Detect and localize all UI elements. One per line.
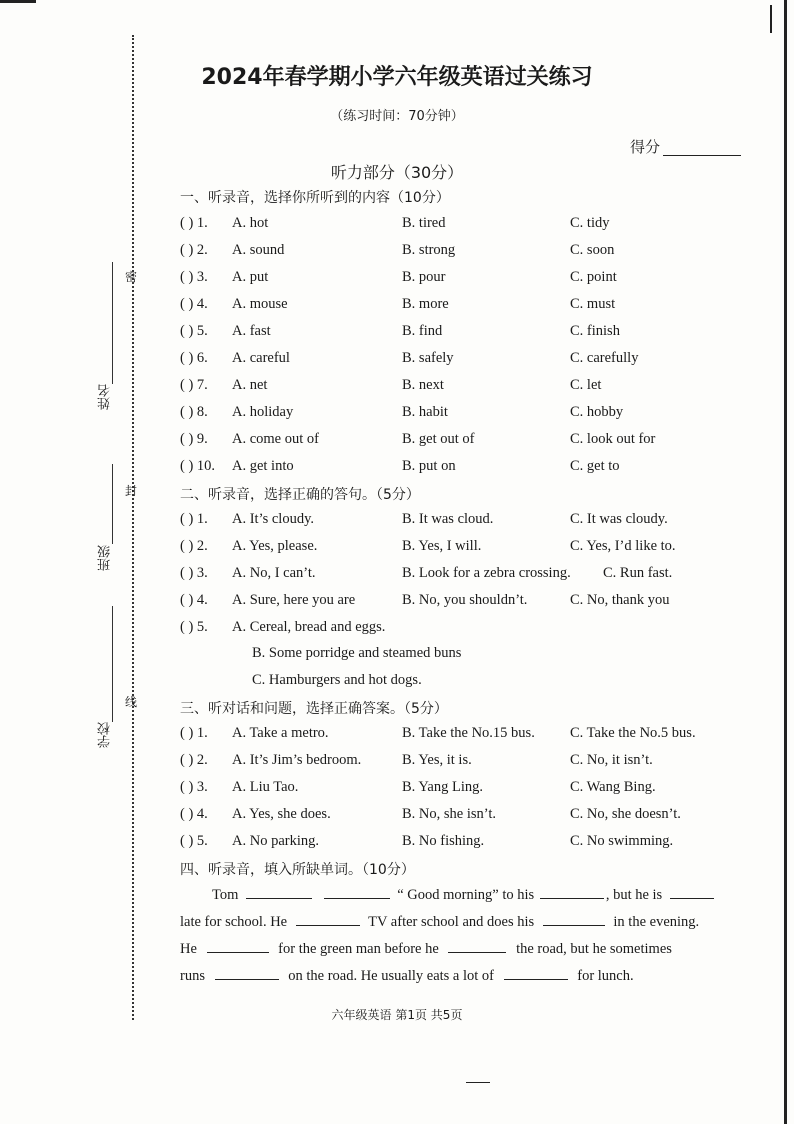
- option-a: A. Liu Tao.: [232, 779, 299, 795]
- option-b: B. pour: [402, 269, 446, 285]
- option-a: A. hot: [232, 215, 269, 231]
- option-c: C. No swimming.: [570, 833, 674, 849]
- option-b: B. Some porridge and steamed buns: [252, 645, 462, 661]
- answer-bracket[interactable]: ( ) 3.: [180, 565, 208, 581]
- option-a: A. mouse: [232, 296, 288, 312]
- option-c: C. Yes, I’d like to.: [570, 538, 676, 554]
- question-row: [180, 806, 740, 826]
- answer-bracket[interactable]: ( ) 8.: [180, 404, 208, 420]
- cloze-text: for lunch.: [577, 968, 634, 984]
- option-a: A. It’s cloudy.: [232, 511, 315, 527]
- name-blank-line[interactable]: [112, 262, 113, 384]
- answer-bracket[interactable]: ( ) 2.: [180, 538, 208, 554]
- option-c: C. soon: [570, 242, 615, 258]
- cloze-blank-8[interactable]: [448, 940, 506, 953]
- cloze-text: Tom: [212, 887, 239, 903]
- school-label: 学校: [98, 722, 113, 748]
- option-c: C. hobby: [570, 404, 624, 420]
- answer-bracket[interactable]: ( ) 1.: [180, 215, 208, 231]
- answer-bracket[interactable]: ( ) 2.: [180, 752, 208, 768]
- cloze-text: late for school. He: [180, 914, 288, 930]
- answer-bracket[interactable]: ( ) 10.: [180, 458, 216, 474]
- answer-bracket[interactable]: ( ) 2.: [180, 242, 208, 258]
- name-label: 姓名: [98, 384, 113, 410]
- cloze-blank-4[interactable]: [670, 886, 714, 899]
- option-c: C. must: [570, 296, 616, 312]
- cloze-text: in the evening.: [613, 914, 700, 930]
- option-b: B. Yes, it is.: [402, 752, 472, 768]
- page-footer: 六年级英语 第1页 共5页: [331, 1008, 463, 1022]
- option-b: B. Take the No.15 bus.: [402, 725, 535, 741]
- option-a: A. careful: [232, 350, 290, 366]
- cloze-blank-3[interactable]: [540, 886, 604, 899]
- question-row: [180, 833, 740, 853]
- option-c: C. look out for: [570, 431, 656, 447]
- answer-bracket[interactable]: ( ) 3.: [180, 269, 208, 285]
- answer-bracket[interactable]: ( ) 5.: [180, 323, 208, 339]
- option-c: C. Take the No.5 bus.: [570, 725, 696, 741]
- question-row: [180, 592, 740, 612]
- question-row: [180, 538, 740, 558]
- option-a: A. fast: [232, 323, 271, 339]
- section3-heading: 三、听对话和问题，选择正确答案。（5分）: [180, 701, 448, 717]
- option-c: C. get to: [570, 458, 620, 474]
- cloze-line-2: [180, 913, 735, 931]
- cloze-line-4: [180, 967, 735, 985]
- question-row: [180, 511, 740, 531]
- answer-bracket[interactable]: ( ) 1.: [180, 725, 208, 741]
- option-b: B. No, she isn’t.: [402, 806, 496, 822]
- answer-bracket[interactable]: ( ) 5.: [180, 619, 208, 635]
- cloze-text: on the road. He usually eats a lot of: [288, 968, 494, 984]
- cloze-line-1: [180, 886, 735, 904]
- option-a: A. It’s Jim’s bedroom.: [232, 752, 362, 768]
- option-b: B. No, you shouldn’t.: [402, 592, 528, 608]
- option-c: C. point: [570, 269, 617, 285]
- cloze-blank-10[interactable]: [504, 967, 568, 980]
- seal-mark-feng: 封: [125, 484, 138, 498]
- option-a: A. Cereal, bread and eggs.: [232, 619, 386, 635]
- cloze-blank-2[interactable]: [324, 886, 390, 899]
- cloze-blank-5[interactable]: [296, 913, 360, 926]
- section4-heading: 四、听录音，填入所缺单词。（10分）: [180, 862, 415, 878]
- seal-mark-mi: 密: [125, 270, 138, 284]
- question-row: [180, 431, 740, 451]
- question-row: [180, 350, 740, 370]
- option-b: B. safely: [402, 350, 454, 366]
- option-c: C. finish: [570, 323, 620, 339]
- option-b: B. find: [402, 323, 443, 339]
- option-b: B. strong: [402, 242, 456, 258]
- option-b: B. No fishing.: [402, 833, 485, 849]
- section1-heading: 一、听录音，选择你所听到的内容（10分）: [180, 190, 450, 206]
- time-note: （练习时间：70分钟）: [330, 109, 464, 124]
- cloze-blank-7[interactable]: [207, 940, 269, 953]
- question-row: [180, 565, 740, 585]
- option-b: B. Look for a zebra crossing.: [402, 565, 571, 581]
- answer-bracket[interactable]: ( ) 4.: [180, 806, 208, 822]
- question-row: [180, 269, 740, 289]
- question-row: [180, 296, 740, 316]
- cloze-blank-6[interactable]: [543, 913, 605, 926]
- option-a: A. No, I can’t.: [232, 565, 316, 581]
- answer-bracket[interactable]: ( ) 4.: [180, 296, 208, 312]
- option-b: B. Yes, I will.: [402, 538, 482, 554]
- option-a: A. Take a metro.: [232, 725, 329, 741]
- answer-bracket[interactable]: ( ) 5.: [180, 833, 208, 849]
- answer-bracket[interactable]: ( ) 6.: [180, 350, 208, 366]
- option-b: B. habit: [402, 404, 448, 420]
- question-row: [180, 215, 740, 235]
- question-row: [180, 619, 740, 639]
- answer-bracket[interactable]: ( ) 7.: [180, 377, 208, 393]
- option-a: A. No parking.: [232, 833, 319, 849]
- cloze-blank-9[interactable]: [215, 967, 279, 980]
- cloze-text: the road, but he sometimes: [516, 941, 672, 957]
- answer-bracket[interactable]: ( ) 4.: [180, 592, 208, 608]
- option-c: C. tidy: [570, 215, 610, 231]
- scan-mark: [770, 5, 772, 33]
- listening-part-title: 听力部分（30分）: [330, 163, 464, 182]
- cloze-text: runs: [180, 968, 205, 984]
- bottom-dash: [466, 1082, 490, 1083]
- option-c: C. Wang Bing.: [570, 779, 656, 795]
- question-row: [180, 377, 740, 397]
- answer-bracket[interactable]: ( ) 9.: [180, 431, 208, 447]
- cloze-blank-1[interactable]: [246, 886, 312, 899]
- option-c: C. Run fast.: [603, 565, 673, 581]
- option-b: B. next: [402, 377, 444, 393]
- option-c: C. No, she doesn’t.: [570, 806, 681, 822]
- option-c: C. It was cloudy.: [570, 511, 668, 527]
- page-title: 2024年春学期小学六年级英语过关练习: [201, 65, 593, 90]
- option-a: A. net: [232, 377, 268, 393]
- option-b: B. Yang Ling.: [402, 779, 483, 795]
- option-c: C. No, thank you: [570, 592, 670, 608]
- option-a: A. Yes, she does.: [232, 806, 331, 822]
- score-label: 得分: [630, 138, 661, 156]
- class-blank-line[interactable]: [112, 464, 113, 544]
- question-row: [180, 458, 740, 478]
- seal-mark-xian: 线: [125, 695, 138, 709]
- option-a: A. Yes, please.: [232, 538, 318, 554]
- answer-bracket[interactable]: ( ) 1.: [180, 511, 208, 527]
- class-label: 班级: [98, 545, 113, 571]
- option-c: C. carefully: [570, 350, 639, 366]
- option-c: C. Hamburgers and hot dogs.: [252, 672, 422, 688]
- scan-edge-top: [0, 0, 36, 3]
- school-blank-line[interactable]: [112, 606, 113, 722]
- cloze-text: TV after school and does his: [368, 914, 535, 930]
- option-c: C. No, it isn’t.: [570, 752, 653, 768]
- answer-bracket[interactable]: ( ) 3.: [180, 779, 208, 795]
- question-row: [180, 725, 740, 745]
- cloze-text: He: [180, 941, 197, 957]
- question-row: [180, 752, 740, 772]
- option-b: B. more: [402, 296, 449, 312]
- question-row: [180, 242, 740, 262]
- option-a: A. come out of: [232, 431, 319, 447]
- question-row: [180, 323, 740, 343]
- section2-heading: 二、听录音，选择正确的答句。（5分）: [180, 487, 420, 503]
- cloze-text: , but he is: [605, 887, 663, 903]
- question-row: [180, 404, 740, 424]
- option-a: A. holiday: [232, 404, 294, 420]
- question-row: [180, 779, 740, 799]
- option-b: B. put on: [402, 458, 456, 474]
- cloze-text: “ Good morning” to his: [397, 887, 535, 903]
- option-a: A. get into: [232, 458, 294, 474]
- option-b: B. tired: [402, 215, 446, 231]
- option-a: A. put: [232, 269, 269, 285]
- option-b: B. get out of: [402, 431, 475, 447]
- cloze-text: for the green man before he: [278, 941, 439, 957]
- option-a: A. sound: [232, 242, 285, 258]
- option-b: B. It was cloud.: [402, 511, 494, 527]
- option-a: A. Sure, here you are: [232, 592, 356, 608]
- option-c: C. let: [570, 377, 602, 393]
- cloze-line-3: [180, 940, 735, 958]
- score-blank[interactable]: [663, 155, 741, 156]
